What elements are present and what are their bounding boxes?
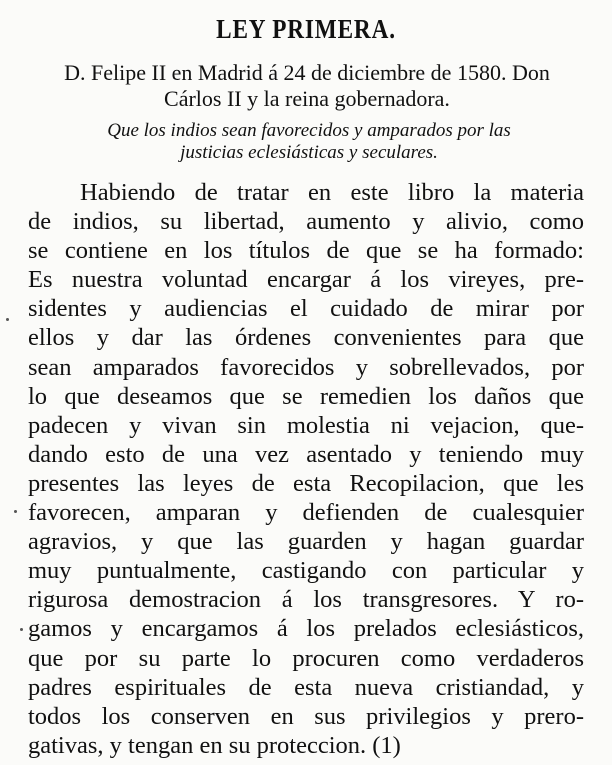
law-summary — [26, 120, 592, 164]
body-line: lo que deseamos que se remedien los daños que — [28, 382, 584, 410]
body-line: muy puntualmente, castigando con particular y — [28, 557, 584, 585]
body-line: ellos y dar las órdenes convenientes para que — [28, 324, 584, 352]
body-line: rigurosa demostracion á los transgresores. Y ro- — [28, 586, 584, 614]
body-line: gamos y encargamos á los prelados eclesiásticos, — [28, 615, 584, 643]
body-line: todos los conserven en sus privilegios y prero- — [28, 702, 584, 730]
law-body — [28, 178, 584, 760]
law-heading — [24, 60, 590, 112]
body-line: se contiene en los títulos de que se ha formado: — [28, 237, 584, 265]
body-line: padecen y vivan sin molestia ni vejacion, que- — [28, 411, 584, 439]
summary-line: justicias eclesiásticas y seculares. — [180, 142, 438, 163]
body-line: agravios, y que las guarden y hagan guardar — [28, 528, 584, 556]
body-line: Habiendo de tratar en este libro la materia — [80, 179, 584, 206]
summary-line: Que los indios sean favorecidos y amparados por las — [107, 120, 511, 141]
body-line: gativas, y tengan en su proteccion. (1) — [28, 731, 401, 759]
body-line: presentes las leyes de esta Recopilacion, que les — [28, 469, 584, 497]
heading-line: D. Felipe II en Madrid á 24 de diciembre de 1580. Don — [64, 60, 550, 85]
body-line: que por su parte lo procuren como verdaderos — [28, 644, 584, 672]
margin-speck — [14, 510, 17, 513]
body-line: sidentes y audiencias el cuidado de mirar por — [28, 295, 584, 323]
body-line: padres espirituales de esta nueva cristiandad, y — [28, 673, 584, 701]
margin-speck — [20, 628, 23, 631]
body-line: sean amparados favorecidos y sobrellevados, por — [28, 353, 584, 381]
body-line: Es nuestra voluntad encargar á los vireyes, pre- — [28, 266, 584, 294]
heading-line: Cárlos II y la reina gobernadora. — [164, 86, 450, 111]
margin-speck — [6, 318, 9, 321]
body-line: dando esto de una vez asentado y teniendo muy — [28, 440, 584, 468]
law-title: LEY PRIMERA. — [216, 14, 396, 44]
body-line: de indios, su libertad, aumento y alivio, como — [28, 208, 584, 236]
body-line: favorecen, amparan y defienden de cualesquier — [28, 499, 584, 527]
